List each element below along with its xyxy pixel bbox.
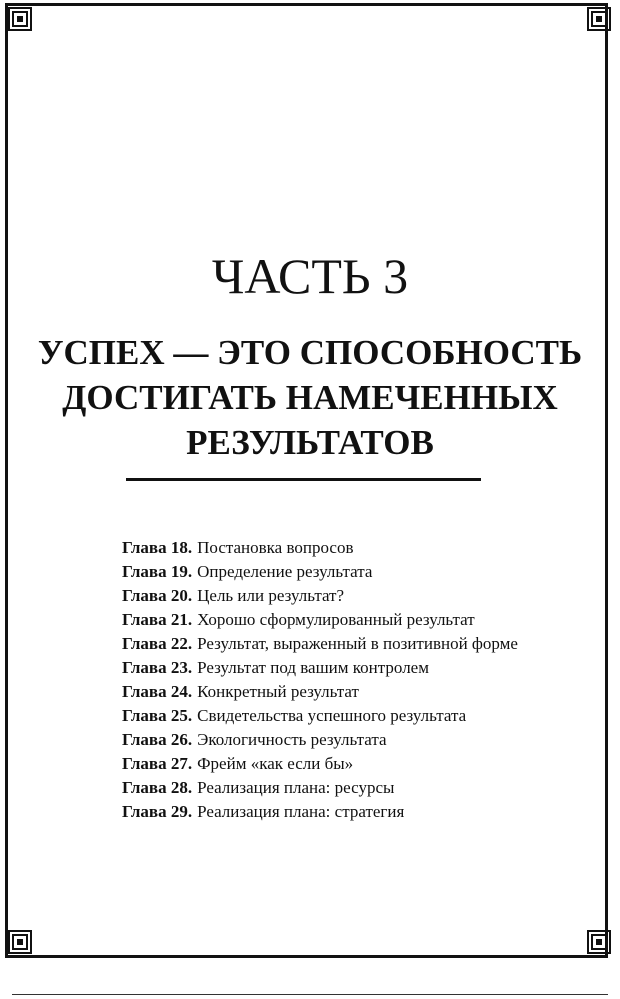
chapter-number: Глава 25. [122,706,193,725]
title-divider [126,478,481,481]
chapter-title: Свидетельства успешного результата [197,706,467,725]
chapter-title: Экологичность результата [197,730,387,749]
chapter-item [122,656,562,680]
chapter-title: Реализация плана: ресурсы [197,778,395,797]
chapter-title: Конкретный результат [197,682,359,701]
chapter-item [122,536,562,560]
chapter-list [122,536,562,824]
chapter-title: Цель или результат? [197,586,345,605]
part-heading-line: УСПЕХ — ЭТО СПОСОБНОСТЬ [37,333,583,372]
chapter-title: Постановка вопросов [197,538,354,557]
chapter-number: Глава 19. [122,562,193,581]
chapter-item [122,776,562,800]
chapter-item [122,584,562,608]
part-title: ЧАСТЬ 3 [211,248,409,304]
chapter-title: Результат под вашим контролем [197,658,429,677]
chapter-number: Глава 27. [122,754,193,773]
chapter-item [122,632,562,656]
chapter-title: Хорошо сформулированный результат [197,610,475,629]
chapter-number: Глава 22. [122,634,193,653]
part-heading-line: ДОСТИГАТЬ НАМЕЧЕННЫХ [62,378,558,417]
chapter-item [122,752,562,776]
chapter-number: Глава 29. [122,802,193,821]
chapter-item [122,728,562,752]
chapter-number: Глава 26. [122,730,193,749]
chapter-title: Реализация плана: стратегия [197,802,405,821]
chapter-number: Глава 23. [122,658,193,677]
chapter-number: Глава 20. [122,586,193,605]
chapter-number: Глава 18. [122,538,193,557]
part-heading-line: РЕЗУЛЬТАТОВ [186,423,434,462]
chapter-item [122,560,562,584]
chapter-item [122,800,562,824]
corner-ornament-icon [8,930,32,954]
corner-ornament-icon [587,930,611,954]
chapter-item [122,680,562,704]
corner-ornament-icon [8,7,32,31]
chapter-title: Результат, выраженный в позитивной форме [197,634,518,653]
corner-ornament-icon [587,7,611,31]
footer-divider [12,994,608,995]
part-heading [20,330,600,465]
chapter-title: Фрейм «как если бы» [197,754,354,773]
chapter-number: Глава 24. [122,682,193,701]
chapter-title: Определение результата [197,562,373,581]
chapter-item [122,608,562,632]
chapter-item [122,704,562,728]
chapter-number: Глава 21. [122,610,193,629]
chapter-number: Глава 28. [122,778,193,797]
